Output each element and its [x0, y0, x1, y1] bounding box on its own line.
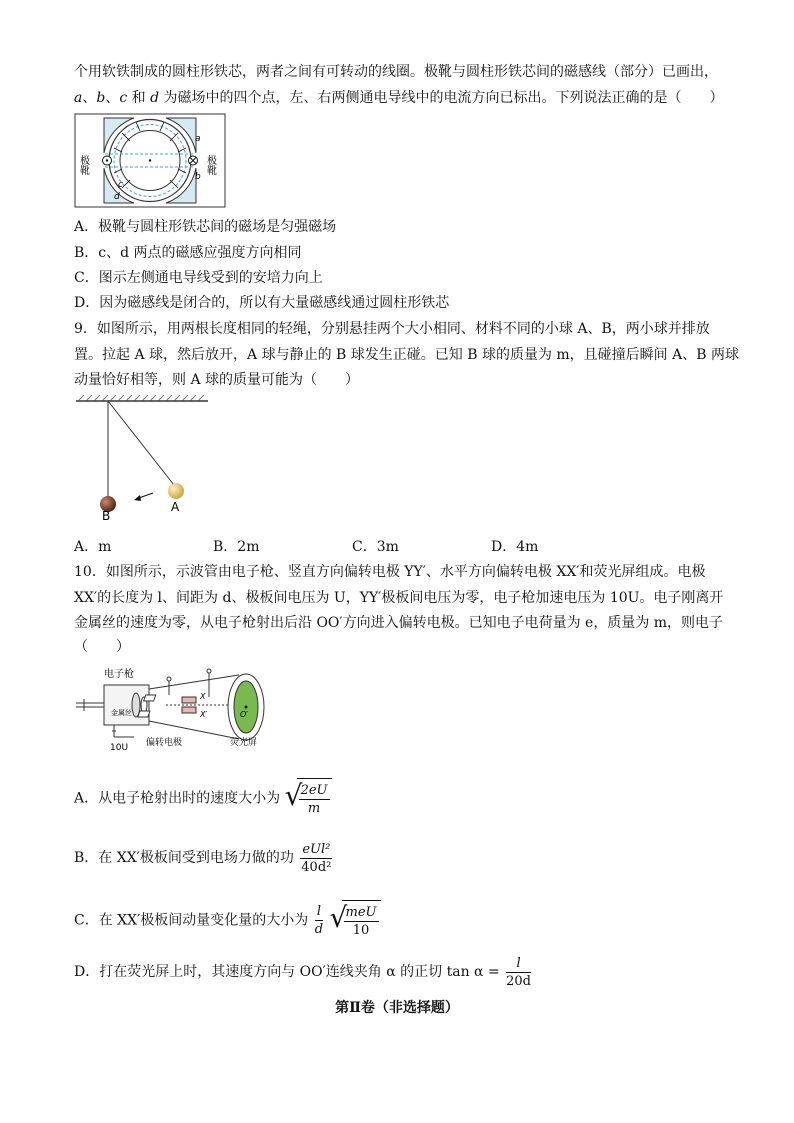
q10-xp-label: X′: [200, 710, 208, 719]
q8-point-a: a: [74, 90, 83, 106]
q8-label-b: b: [195, 172, 201, 182]
q10-gun-label: 电子枪: [104, 669, 134, 680]
q9-option-b: B．2m: [213, 539, 260, 555]
q9-pendulum-figure: [74, 395, 214, 520]
q8-option-b: B．c、d 两点的磁感应强度方向相同: [74, 245, 302, 261]
q10-o-label: O′: [240, 710, 249, 719]
q10-oscilloscope-figure: [74, 667, 274, 752]
q9-option-d: D．4m: [491, 539, 539, 555]
q8-label-c: c: [118, 180, 123, 190]
q9-ball-b-label: B: [102, 509, 111, 520]
q10-option-d-frac: $\frac{l}{20d}$: [506, 955, 532, 989]
q8-right-label: 极靴: [204, 155, 216, 175]
q8-option-d: D．因为磁感线是闭合的，所以有大量磁感线通过圆柱形铁芯: [74, 295, 450, 311]
q8-label-d: d: [114, 192, 120, 202]
q10-screen-label: 荧光屏: [230, 738, 258, 748]
q10-option-d: D．打在荧光屏上时，其速度方向与 OO′连线夹角 α 的正切 tan α = $\frac{l}{20d}$: [74, 955, 532, 989]
q10-option-a-sqrt: √ $\frac{2eU}{m}$: [285, 778, 332, 819]
q10-option-b-frac: $\frac{\text{eUl²}}{\text{40d²}}$: [301, 841, 332, 875]
q8-text-line2: a、b、c 和 d 为磁场中的四个点，左、右两侧通电导线中的电流方向已标出。下列说法正确的是（ ）: [74, 90, 724, 106]
q10-x-label: X: [200, 692, 206, 701]
q9-option-a: A．m: [74, 539, 112, 555]
q10-voltage-label: 10U: [110, 743, 129, 752]
q10-option-b: B．在 XX′极板间受到电场力做的功 $\frac{\text{eUl²}}{\text{40d²}}$: [74, 841, 332, 875]
q10-option-a: A．从电子枪射出时的速度大小为 √ $\frac{2eU}{m}$: [74, 778, 332, 819]
q10-option-c-sqrt: √ $\frac{\text{meU}}{10}$: [330, 900, 381, 941]
q10-wire-label: 金属丝: [111, 709, 132, 717]
q8-option-a: A．极靴与圆柱形铁芯间的磁场是匀强磁场: [74, 219, 337, 235]
q10-text-line4: （ ）: [74, 639, 130, 655]
q9-option-c: C．3m: [352, 539, 399, 555]
q9-text-line2: 置。拉起 A 球，然后放开，A 球与静止的 B 球发生正碰。已知 B 球的质量为 m，且碰撞后瞬间 A、B 两球: [74, 347, 739, 363]
q8-magnet-figure: [74, 113, 226, 208]
section-title: 第Ⅱ卷（非选择题）: [335, 1000, 459, 1016]
q9-ball-a-label: A: [171, 500, 180, 514]
q10-text-line3: 金属丝的速度为零，从电子枪射出后沿 OO′方向进入偏转电极。已知电子电荷量为 e，质量为 m，则电子: [74, 615, 724, 631]
q10-text-line1: 10．如图所示，示波管由电子枪、竖直方向偏转电极 YY′、水平方向偏转电极 XX′和荧光屏组成。电极: [74, 564, 706, 580]
q10-electrode-label: 偏转电极: [146, 738, 183, 748]
q9-text-line1: 9．如图所示，用两根长度相同的轻绳，分别悬挂两个大小相同、材料不同的小球 A、B，两小球并排放: [74, 321, 710, 337]
q8-label-a: a: [195, 134, 201, 144]
q8-option-c: C．图示左侧通电导线受到的安培力向上: [74, 270, 323, 286]
q10-text-line2: XX′的长度为 l、间距为 d、极板间电压为 U，YY′极板间电压为零，电子枪加速电压为 10U。电子刚离开: [74, 590, 724, 606]
q8-left-label: 极靴: [77, 155, 89, 175]
q10-option-c: C．在 XX′极板间动量变化量的大小为 $\frac{l}{d}$ √ $\frac{\text{meU}}{10}$: [74, 900, 381, 941]
q8-text-line1: 个用软铁制成的圆柱形铁芯，两者之间有可转动的线圈。极靴与圆柱形铁芯间的磁感线（部分）已画出，: [74, 64, 718, 80]
q9-text-line3: 动量恰好相等，则 A 球的质量可能为（ ）: [74, 372, 360, 388]
